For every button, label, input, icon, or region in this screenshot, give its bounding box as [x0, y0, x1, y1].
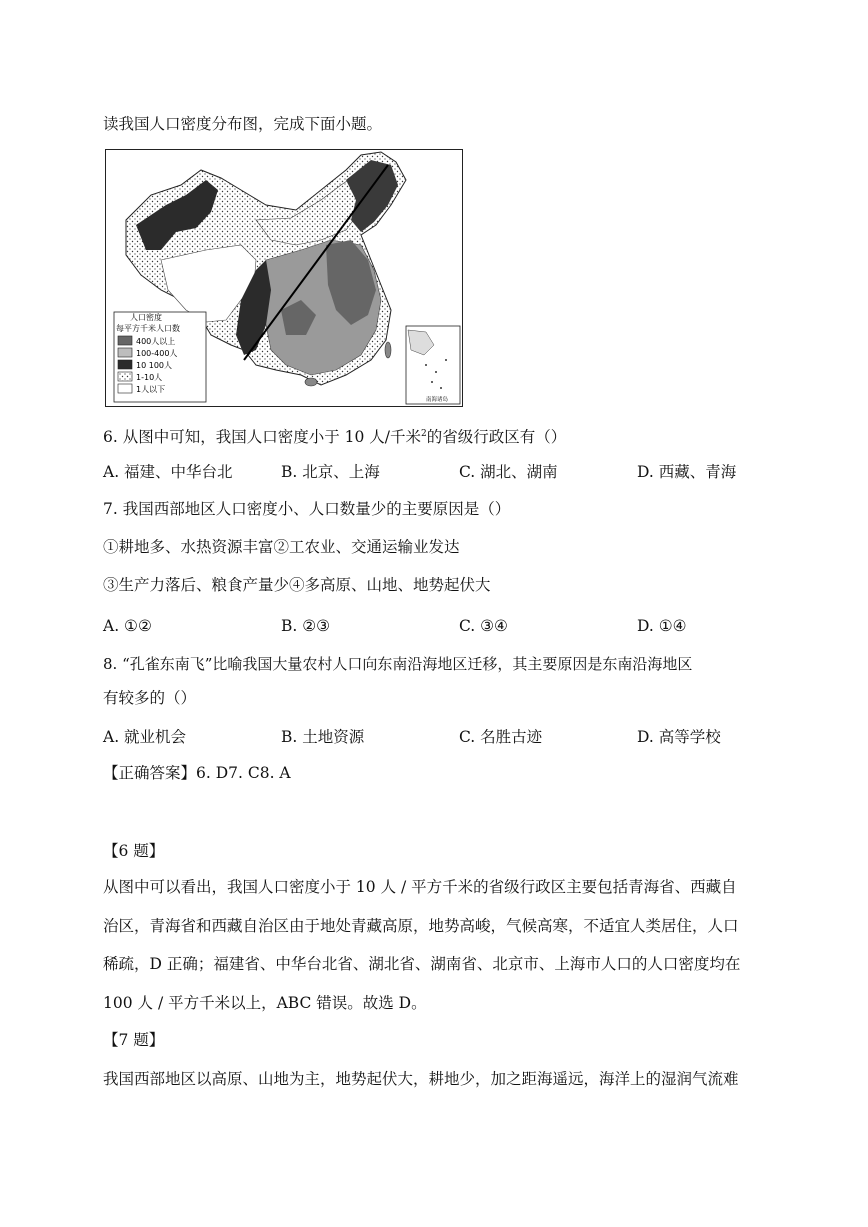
legend-label-100-400: 100-400人: [136, 349, 178, 358]
legend-swatch-1-10: [118, 372, 132, 381]
q6-stem-suffix: 的省级行政区有（）: [426, 428, 567, 447]
q7-option-b: B. ②③: [281, 617, 331, 635]
q6-stem-superscript: 2: [421, 429, 427, 439]
exp6-heading: 【6 题】: [103, 842, 165, 860]
exp6-line-3: 稀疏，D 正确；福建省、中华台北省、湖北省、湖南省、北京市、上海市人口的人口密度均在: [103, 955, 741, 973]
q6-option-a: A. 福建、中华台北: [103, 463, 233, 481]
legend-title: 人口密度: [130, 313, 162, 322]
q8-stem-line-2: 有较多的（）: [103, 689, 197, 707]
q7-statement-line-1: ①耕地多、水热资源丰富②工农业、交通运输业发达: [103, 538, 460, 556]
q8-option-b: B. 土地资源: [281, 728, 365, 746]
q8-option-d: D. 高等学校: [637, 728, 721, 746]
q7-option-c: C. ③④: [459, 617, 508, 635]
q7-option-d: D. ①④: [637, 617, 687, 635]
exp7-line-1: 我国西部地区以高原、山地为主，地势起伏大，耕地少，加之距海遥远，海洋上的湿润气流难: [103, 1070, 739, 1088]
correct-answer: 【正确答案】6. D7. C8. A: [103, 764, 291, 782]
legend-swatch-100-400: [118, 348, 132, 357]
population-density-map: [105, 149, 463, 407]
legend-label-1-10: 1-10人: [136, 373, 163, 382]
legend-swatch-below1: [118, 384, 132, 393]
q7-stem: 7. 我国西部地区人口密度小、人口数量少的主要原因是（）: [103, 500, 511, 518]
exp7-heading: 【7 题】: [103, 1031, 165, 1049]
exp6-line-1: 从图中可以看出，我国人口密度小于 10 人 / 平方千米的省级行政区主要包括青海省、西藏自: [103, 878, 737, 896]
q6-option-b: B. 北京、上海: [281, 463, 380, 481]
q8-option-a: A. 就业机会: [103, 728, 187, 746]
taiwan-island: [385, 342, 391, 358]
map-legend: [114, 312, 206, 402]
q6-stem: [103, 423, 566, 448]
exp6-line-2: 治区，青海省和西藏自治区由于地处青藏高原，地势高峻，气候高寒，不适宜人类居住，人口: [103, 917, 739, 935]
intro-text: 读我国人口密度分布图，完成下面小题。: [103, 115, 383, 133]
q7-statement-line-2: ③生产力落后、粮食产量少④多高原、山地、地势起伏大: [103, 576, 491, 594]
inset-label: 南海诸岛: [426, 397, 449, 403]
q6-stem-text: 6. 从图中可知，我国人口密度小于 10 人/千米: [103, 428, 422, 447]
q7-option-a: A. ①②: [103, 617, 152, 635]
legend-label-10-100: 10 100人: [136, 361, 172, 370]
q6-option-c: C. 湖北、湖南: [459, 463, 558, 481]
q8-option-c: C. 名胜古迹: [459, 728, 543, 746]
hainan-island: [305, 378, 317, 386]
south-china-sea-inset: [406, 326, 460, 404]
q6-option-d: D. 西藏、青海: [637, 463, 737, 481]
q8-stem-line-1: 8. “孔雀东南飞”比喻我国大量农村人口向东南沿海地区迁移，其主要原因是东南沿海地区: [103, 655, 693, 673]
legend-subtitle: 每平方千米人口数: [116, 324, 180, 333]
legend-label-below1: 1人以下: [136, 385, 166, 394]
exp6-line-4: 100 人 / 平方千米以上，ABC 错误。故选 D。: [103, 994, 427, 1012]
legend-swatch-400plus: [118, 336, 132, 345]
legend-label-400plus: 400人以上: [136, 337, 176, 346]
legend-swatch-10-100: [118, 360, 132, 369]
china-map-graphic: [106, 150, 462, 406]
